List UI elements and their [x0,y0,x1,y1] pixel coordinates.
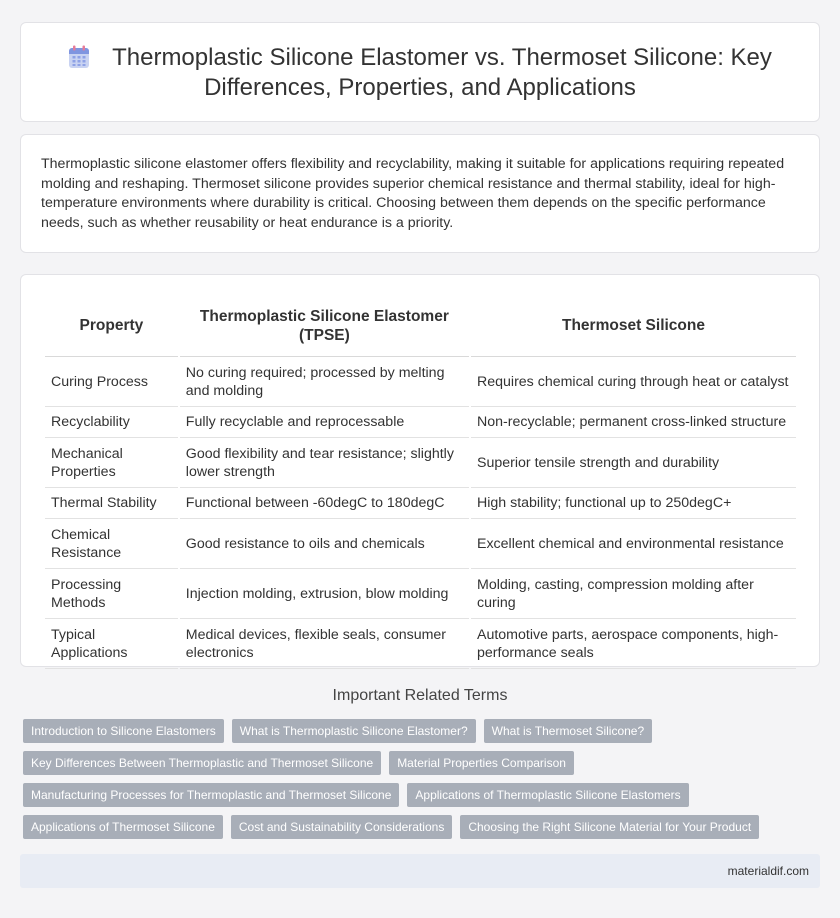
page-title [61,43,779,103]
table-row [45,619,796,669]
table-row [45,519,796,569]
cell-tpse: Fully recyclable and reprocessable [180,407,469,438]
cell-property: Chemical Resistance [45,519,178,569]
related-tag[interactable]: Cost and Sustainability Considerations [231,815,452,839]
related-terms-title: Important Related Terms [332,687,508,704]
cell-property: Recyclability [45,407,178,438]
cell-thermoset: Non-recyclable; permanent cross-linked structure [471,407,796,438]
cell-thermoset: Excellent chemical and environmental resistance [471,519,796,569]
related-tag[interactable]: Manufacturing Processes for Thermoplastic and Thermoset Silicone [23,783,399,807]
header-tpse: Thermoplastic Silicone Elastomer (TPSE) [180,295,469,357]
cell-tpse: Good flexibility and tear resistance; slightly lower strength [180,438,469,488]
cell-property: Curing Process [45,357,178,407]
comparison-table [43,295,798,669]
table-row [45,438,796,488]
cell-tpse: Good resistance to oils and chemicals [180,519,469,569]
cell-thermoset: Automotive parts, aerospace components, high-performance seals [471,619,796,669]
cell-thermoset: Molding, casting, compression molding after curing [471,569,796,619]
footer-bar [20,854,820,888]
related-tag[interactable]: Key Differences Between Thermoplastic and Thermoset Silicone [23,751,381,775]
cell-tpse: Medical devices, flexible seals, consumer electronics [180,619,469,669]
header-card [20,22,820,122]
related-tag[interactable]: What is Thermoplastic Silicone Elastomer? [232,719,476,743]
cell-tpse: Injection molding, extrusion, blow molding [180,569,469,619]
comparison-table-card [20,274,820,667]
cell-thermoset: High stability; functional up to 250degC+ [471,488,796,519]
cell-property: Mechanical Properties [45,438,178,488]
table-row [45,569,796,619]
cell-tpse: No curing required; processed by melting and molding [180,357,469,407]
cell-tpse: Functional between -60degC to 180degC [180,488,469,519]
footer-site-link[interactable]: materialdif.com [727,864,809,878]
related-tag[interactable]: What is Thermoset Silicone? [484,719,653,743]
related-tag[interactable]: Applications of Thermoset Silicone [23,815,223,839]
cell-property: Thermal Stability [45,488,178,519]
related-tag[interactable]: Material Properties Comparison [389,751,574,775]
cell-property: Typical Applications [45,619,178,669]
intro-card [20,134,820,253]
related-tag[interactable]: Introduction to Silicone Elastomers [23,719,224,743]
header-property: Property [45,295,178,357]
table-row [45,357,796,407]
intro-paragraph: Thermoplastic silicone elastomer offers flexibility and recyclability, making it suitable for applications requiring repeated molding and reshaping. Thermoset silicone provides superior chemical resistance and thermal stability, ideal for high-temperature environments where durability is critical. Choosing between them depends on the specific performance needs, such as whether reusability or heat endurance is a priority. [41,156,785,231]
table-header-row [45,295,796,357]
cell-property: Processing Methods [45,569,178,619]
page-title-text: Thermoplastic Silicone Elastomer vs. Thermoset Silicone: Key Differences, Properties, and Applications [112,44,772,101]
table-row [45,488,796,519]
related-tag[interactable]: Applications of Thermoplastic Silicone Elastomers [407,783,688,807]
cell-thermoset: Superior tensile strength and durability [471,438,796,488]
related-tag[interactable]: Choosing the Right Silicone Material for Your Product [460,815,759,839]
cell-thermoset: Requires chemical curing through heat or catalyst [471,357,796,407]
calendar-icon [68,45,90,69]
related-terms-tags [23,719,823,847]
header-thermoset: Thermoset Silicone [471,295,796,357]
table-row [45,407,796,438]
